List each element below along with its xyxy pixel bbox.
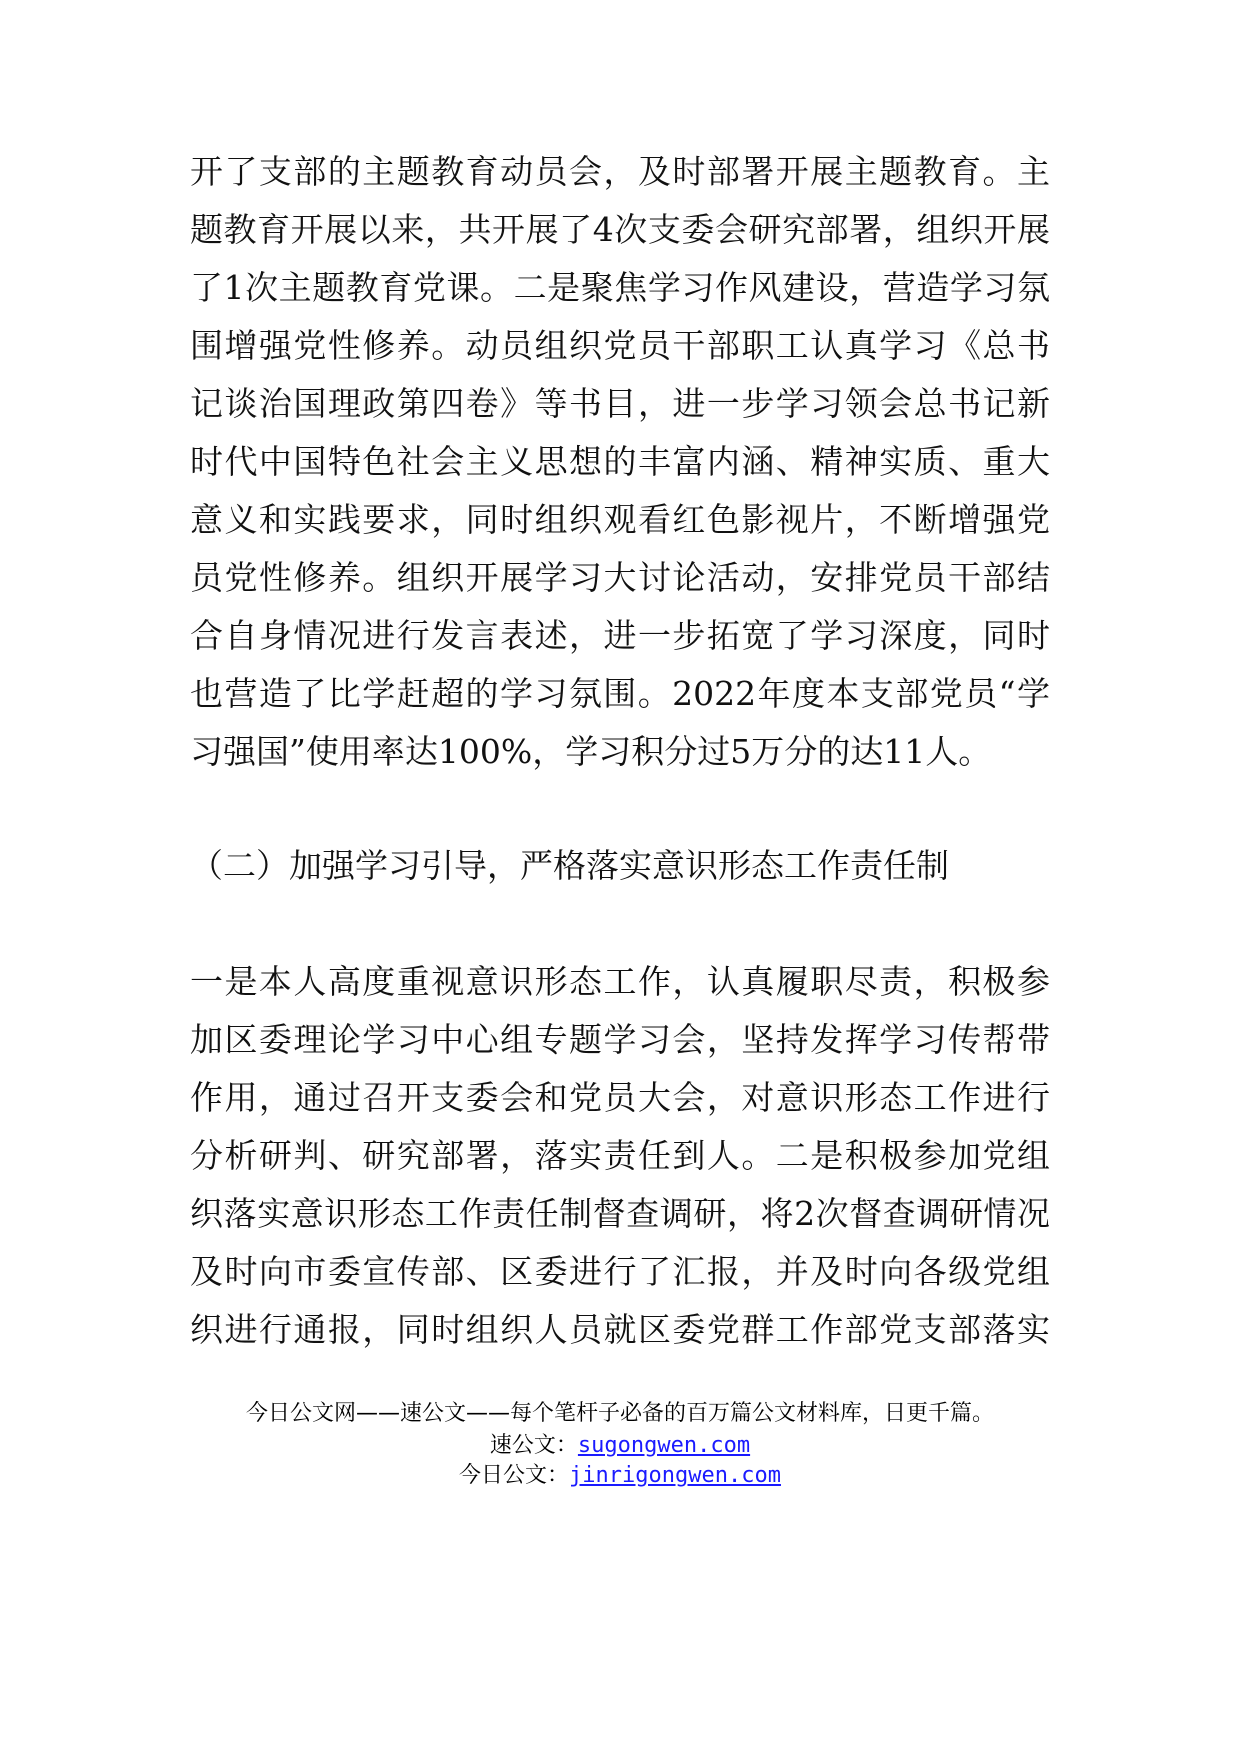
paragraph-1-line: 了1次主题教育党课。二是聚焦学习作风建设，营造学习氛 (190, 268, 1050, 307)
footer-jinrigongwen (0, 1462, 1240, 1490)
paragraph-1-line: 意义和实践要求，同时组织观看红色影视片，不断增强党 (190, 500, 1050, 539)
sugongwen-link[interactable]: sugongwen.com (577, 1433, 751, 1458)
paragraph-1-line: 记谈治国理政第四卷》等书目，进一步学习领会总书记新 (190, 384, 1050, 423)
paragraph-1-line: 围增强党性修养。动员组织党员干部职工认真学习《总书 (190, 326, 1050, 365)
paragraph-2-line: 作用，通过召开支委会和党员大会，对意识形态工作进行 (190, 1078, 1050, 1117)
paragraph-2-line: 织落实意识形态工作责任制督查调研，将2次督查调研情况 (190, 1194, 1050, 1233)
jinrigongwen-link[interactable]: jinrigongwen.com (569, 1463, 781, 1488)
paragraph-2-line: 及时向市委宣传部、区委进行了汇报，并及时向各级党组 (190, 1252, 1050, 1291)
footer-slogan: 今日公文网——速公文——每个笔杆子必备的百万篇公文材料库，日更千篇。 (245, 1401, 994, 1426)
paragraph-2-line: 加区委理论学习中心组专题学习会，坚持发挥学习传帮带 (190, 1020, 1050, 1059)
paragraph-1-line: 题教育开展以来，共开展了4次支委会研究部署，组织开展 (190, 210, 1050, 249)
paragraph-1-line: 开了支部的主题教育动员会，及时部署开展主题教育。主 (190, 152, 1050, 191)
footer-jinrigongwen-label: 今日公文： (459, 1463, 570, 1488)
footer-sugongwen-label: 速公文： (489, 1433, 578, 1458)
paragraph-2-line: 一是本人高度重视意识形态工作，认真履职尽责，积极参 (190, 962, 1050, 1001)
paragraph-1-line: 合自身情况进行发言表述，进一步拓宽了学习深度，同时 (190, 616, 1050, 655)
paragraph-1-line: 时代中国特色社会主义思想的丰富内涵、精神实质、重大 (190, 442, 1050, 481)
paragraph-1-line: 习强国”使用率达100%，学习积分过5万分的达11人。 (190, 732, 992, 771)
paragraph-2-line: 分析研判、研究部署，落实责任到人。二是积极参加党组 (190, 1136, 1050, 1175)
section-heading: （二）加强学习引导，严格落实意识形态工作责任制 (190, 846, 949, 885)
paragraph-2-line: 织进行通报，同时组织人员就区委党群工作部党支部落实 (190, 1310, 1050, 1349)
footer-sugongwen (0, 1432, 1240, 1460)
paragraph-1-line: 员党性修养。组织开展学习大讨论活动，安排党员干部结 (190, 558, 1050, 597)
paragraph-1-line: 也营造了比学赶超的学习氛围。2022年度本支部党员“学 (190, 674, 1050, 713)
